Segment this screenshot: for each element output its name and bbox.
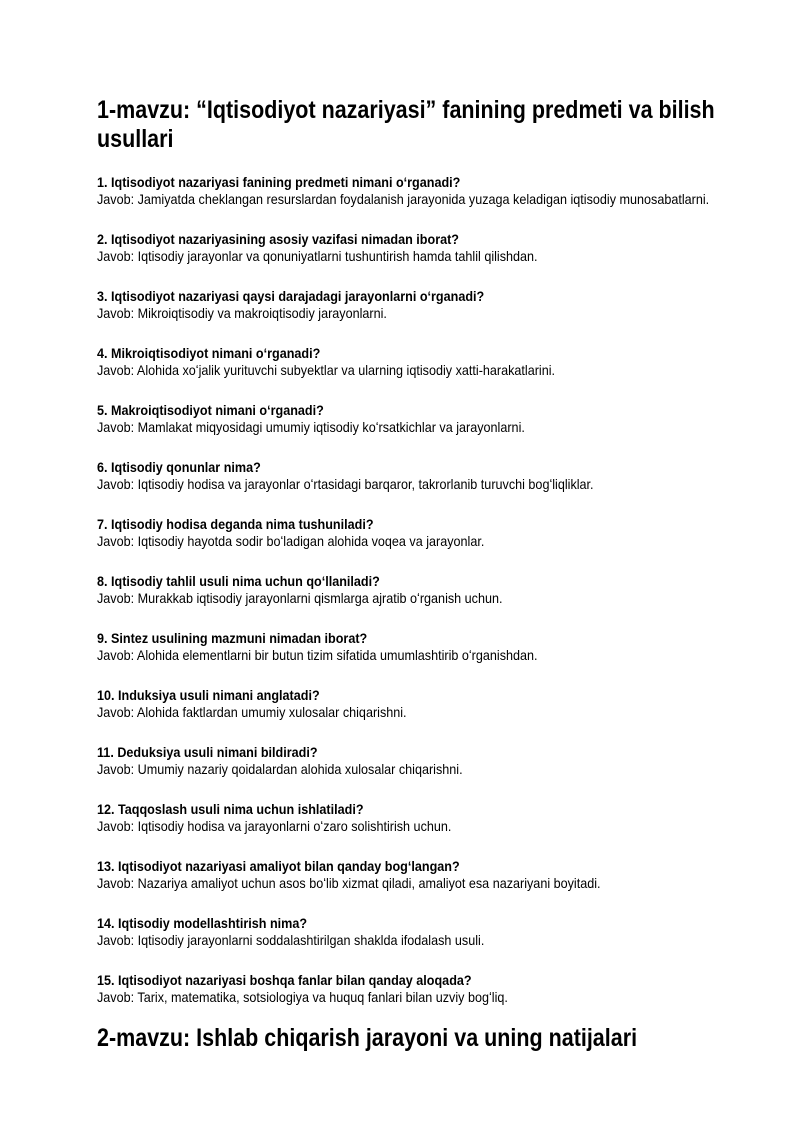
question: 7. Iqtisodiy hodisa deganda nima tushuniladi? <box>97 516 374 532</box>
question: 2. Iqtisodiyot nazariyasining asosiy vazifasi nimadan iborat? <box>97 231 460 247</box>
qa-item <box>97 345 717 379</box>
qa-item <box>97 231 717 265</box>
answer: Javob: Iqtisodiy hodisa va jarayonlarni oʻzaro solishtirish uchun. <box>97 818 452 834</box>
question: 8. Iqtisodiy tahlil usuli nima uchun qoʻllaniladi? <box>97 573 380 589</box>
answer: Javob: Mamlakat miqyosidagi umumiy iqtisodiy koʻrsatkichlar va jarayonlarni. <box>97 419 525 435</box>
topic-1-heading: 1-mavzu: “Iqtisodiyot nazariyasi” fanining predmeti va bilish usullari <box>97 96 715 153</box>
qa-item <box>97 459 717 493</box>
qa-item <box>97 744 717 778</box>
answer: Javob: Iqtisodiy hodisa va jarayonlar oʻrtasidagi barqaror, takrorlanib turuvchi bogʻliqliklar. <box>97 476 594 492</box>
question: 12. Taqqoslash usuli nima uchun ishlatiladi? <box>97 801 364 817</box>
qa-item <box>97 288 717 322</box>
answer: Javob: Alohida faktlardan umumiy xulosalar chiqarishni. <box>97 704 407 720</box>
qa-item <box>97 915 717 949</box>
question: 9. Sintez usulining mazmuni nimadan iborat? <box>97 630 368 646</box>
qa-item <box>97 687 717 721</box>
qa-item <box>97 630 717 664</box>
qa-item <box>97 972 717 1006</box>
qa-item <box>97 858 717 892</box>
question: 6. Iqtisodiy qonunlar nima? <box>97 459 261 475</box>
question: 5. Makroiqtisodiyot nimani oʻrganadi? <box>97 402 324 418</box>
question: 13. Iqtisodiyot nazariyasi amaliyot bilan qanday bogʻlangan? <box>97 858 460 874</box>
answer: Javob: Murakkab iqtisodiy jarayonlarni qismlarga ajratib oʻrganish uchun. <box>97 590 503 606</box>
question: 10. Induksiya usuli nimani anglatadi? <box>97 687 320 703</box>
answer: Javob: Iqtisodiy jarayonlar va qonuniyatlarni tushuntirish hamda tahlil qilishdan. <box>97 248 538 264</box>
answer: Javob: Alohida xoʻjalik yurituvchi subyektlar va ularning iqtisodiy xatti-harakatlarini. <box>97 362 556 378</box>
question: 15. Iqtisodiyot nazariyasi boshqa fanlar bilan qanday aloqada? <box>97 972 472 988</box>
question: 14. Iqtisodiy modellashtirish nima? <box>97 915 308 931</box>
answer: Javob: Umumiy nazariy qoidalardan alohida xulosalar chiqarishni. <box>97 761 463 777</box>
qa-item <box>97 573 717 607</box>
answer: Javob: Alohida elementlarni bir butun tizim sifatida umumlashtirib oʻrganishdan. <box>97 647 538 663</box>
qa-item <box>97 801 717 835</box>
qa-list <box>97 174 717 1006</box>
question: 3. Iqtisodiyot nazariyasi qaysi darajadagi jarayonlarni oʻrganadi? <box>97 288 485 304</box>
qa-item <box>97 402 717 436</box>
qa-item <box>97 174 717 208</box>
document-page <box>97 96 717 1053</box>
answer: Javob: Iqtisodiy jarayonlarni soddalashtirilgan shaklda ifodalash usuli. <box>97 932 485 948</box>
answer: Javob: Jamiyatda cheklangan resurslardan foydalanish jarayonida yuzaga keladigan iqtisodiy munosabatlarni. <box>97 191 710 207</box>
answer: Javob: Tarix, matematika, sotsiologiya va huquq fanlari bilan uzviy bogʻliq. <box>97 989 508 1005</box>
question: 4. Mikroiqtisodiyot nimani oʻrganadi? <box>97 345 321 361</box>
answer: Javob: Mikroiqtisodiy va makroiqtisodiy jarayonlarni. <box>97 305 387 321</box>
qa-item <box>97 516 717 550</box>
answer: Javob: Iqtisodiy hayotda sodir boʻladigan alohida voqea va jarayonlar. <box>97 533 485 549</box>
answer: Javob: Nazariya amaliyot uchun asos boʻlib xizmat qiladi, amaliyot esa nazariyani boyitadi. <box>97 875 601 891</box>
topic-2-heading: 2-mavzu: Ishlab chiqarish jarayoni va uning natijalari <box>97 1024 638 1052</box>
question: 11. Deduksiya usuli nimani bildiradi? <box>97 744 318 760</box>
question: 1. Iqtisodiyot nazariyasi fanining predmeti nimani oʻrganadi? <box>97 174 461 190</box>
